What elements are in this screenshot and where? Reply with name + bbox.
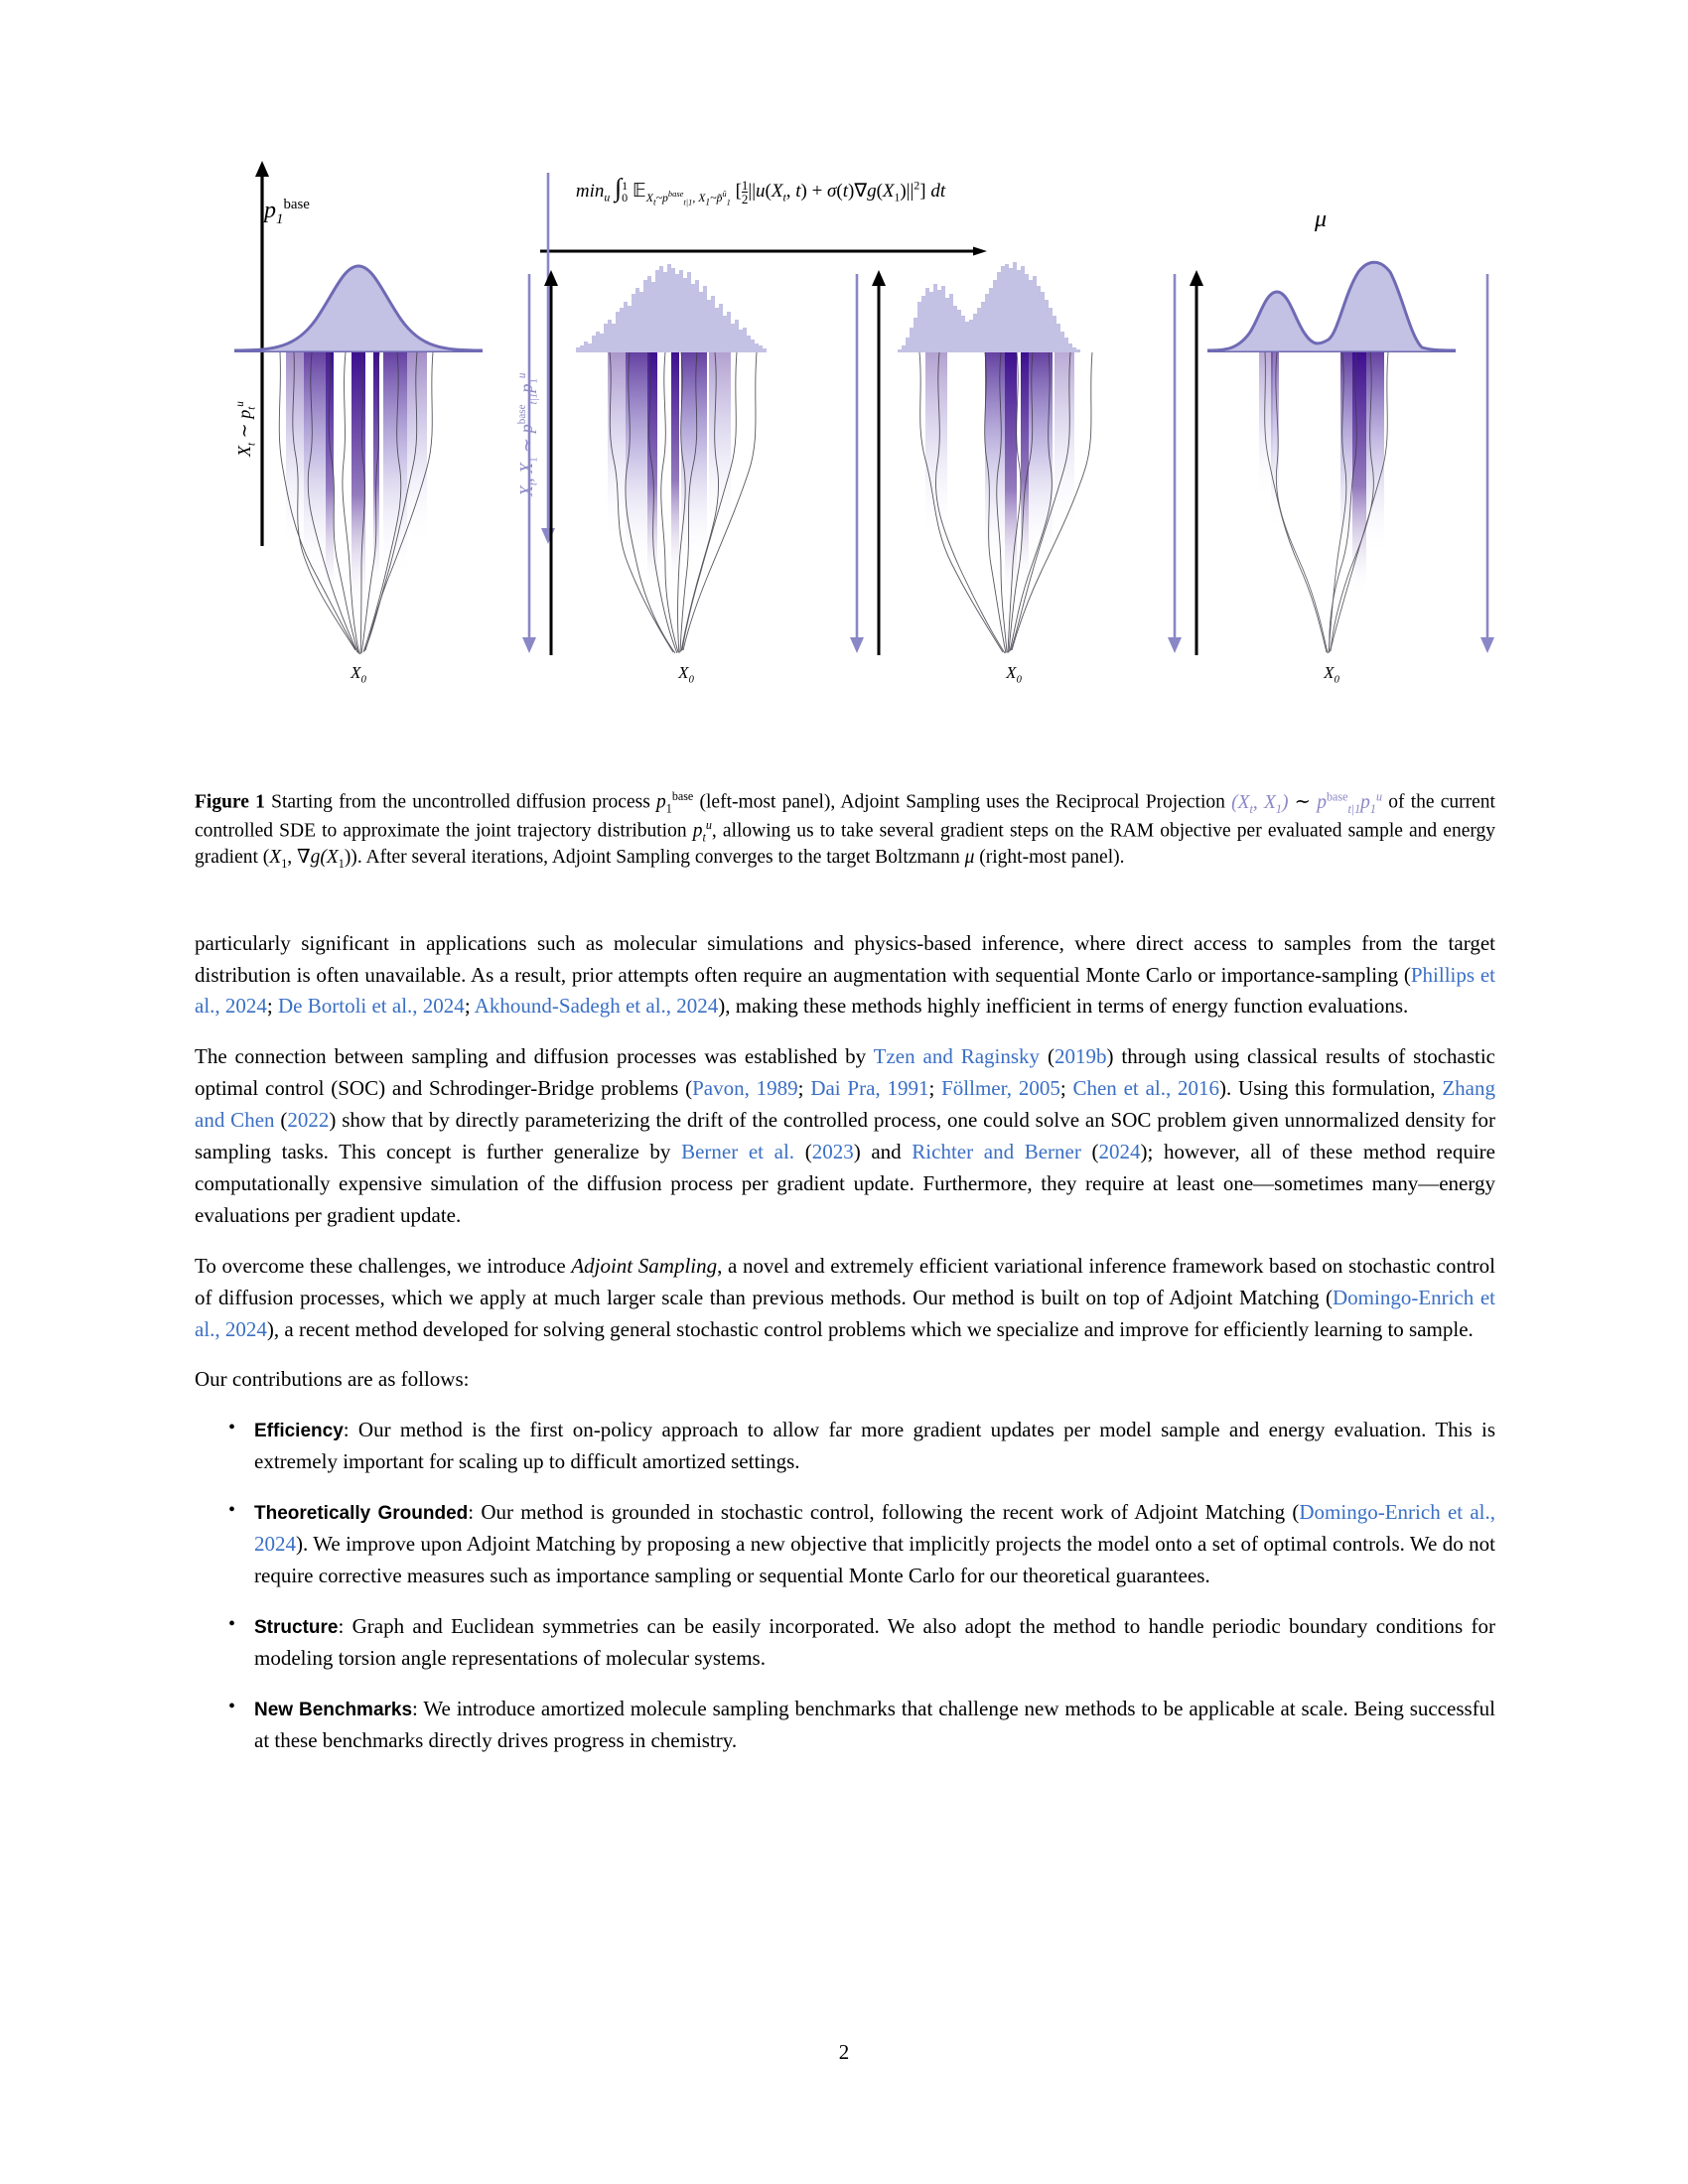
- caption-label: Figure 1: [195, 791, 265, 813]
- para2-text-3: ). Using this formulation,: [1219, 1076, 1443, 1101]
- panel-2-x-label: $X_0$: [678, 663, 694, 686]
- panel-up-arrow-2-icon: [544, 268, 558, 655]
- panel-2-iter1: [562, 258, 810, 686]
- axis-joint-label: $X_t$, $X_1$ ∼ $p^{base}_{t|1}p_1^u$: [516, 372, 540, 496]
- contribution-text: : Our method is the first on-policy approach to allow far more gradient updates per model sample and energy evaluation. This is extremely important for scaling up to difficult amortized settings.: [254, 1418, 1495, 1474]
- list-item: [195, 1611, 1495, 1675]
- para2-text-5: ); however, all of these method require computationally expensive simulation of the diffusion process per gradient update. Furthermore, they require at least one—sometimes many—energy evaluations per gradient update.: [195, 1140, 1495, 1227]
- term-adjoint-sampling: Adjoint Sampling: [571, 1253, 718, 1278]
- figure-caption: Figure 1 Starting from the uncontrolled diffusion process $p_1^{base}$ (left-most panel), Adjoint Sampling uses the Reciprocal Projection ($X_t$, $X_1$) ∼ $p^{base}_{t|1}p_1^u$ of the current controlled SDE to approximate the joint trajectory distribution $p_t^u$, allowing us to take several gradient steps on the RAM objective per evaluated sample and energy gradient ($X_1$, $\nabla g(X_1)$). After several iterations, Adjoint Sampling converges to the target Boltzmann μ (right-most panel).: [195, 789, 1495, 872]
- citation-de-bortoli[interactable]: De Bortoli et al., 2024: [278, 994, 465, 1019]
- contribution-text: : We introduce amortized molecule sampling benchmarks that challenge new methods to be applicable at scale. Being successful at these benchmarks directly drives progress in chemistry.: [254, 1696, 1496, 1752]
- panel-3-trajectories: [890, 352, 1138, 660]
- panel-divider-arrow-3-icon: [850, 268, 864, 655]
- para2-sep-8: (: [1080, 1140, 1099, 1164]
- contribution-label: Theoretically Grounded: [254, 1503, 469, 1525]
- contribution-text-2: ). We improve upon Adjoint Matching by proposing a new objective that implicitly projects the model onto a set of optimal controls. We do not require corrective measures such as importance sampling or sequential Monte Carlo for our theoretical guarantees.: [254, 1532, 1495, 1588]
- list-item: [195, 1415, 1495, 1478]
- panel-3-x-label: $X_0$: [1006, 663, 1022, 686]
- panel-divider-arrow-5-icon: [1480, 268, 1494, 655]
- panel-2-histogram: [562, 258, 810, 352]
- panel-3-histogram: [890, 258, 1138, 352]
- para2-sep-5: (: [274, 1108, 288, 1133]
- panel-4-target: [1207, 258, 1456, 686]
- paragraph-1: [195, 928, 1495, 1024]
- panel-up-arrow-3-icon: [872, 268, 886, 655]
- caption-part-6: (right-most panel).: [974, 847, 1125, 869]
- para3-text-2: , a novel and extremely efficient variational inference framework based on stochastic control of diffusion processes, which we apply at much larger scale than previous methods. Our method is built on top of Adjoint Matching (: [195, 1253, 1495, 1309]
- label-mu: μ: [1315, 206, 1328, 232]
- para1-text-1: particularly significant in applications such as molecular simulations and physics-based inference, where direct access to samples from the target distribution is often unavailable. As a result, prior attempts often require an augmentation with sequential Monte Carlo or importance-sampling (: [195, 930, 1495, 987]
- citation-chen[interactable]: Chen et al., 2016: [1072, 1076, 1220, 1101]
- caption-part-7: . After several iterations, Adjoint Sampling converges to the target Boltzmann: [356, 847, 965, 869]
- citation-2022[interactable]: 2022: [287, 1108, 330, 1133]
- citation-follmer[interactable]: Föllmer, 2005: [941, 1076, 1060, 1101]
- figure-panels: [195, 258, 1495, 695]
- para1-sep-1: ;: [266, 994, 278, 1019]
- para2-sep-7: ) and: [853, 1140, 913, 1164]
- citation-berner[interactable]: Berner et al.: [681, 1140, 795, 1164]
- citation-richter-berner[interactable]: Richter and Berner: [912, 1140, 1081, 1164]
- caption-part-2: (left-most panel), Adjoint Sampling uses the Reciprocal Projection: [693, 791, 1232, 813]
- para2-sep-2: ;: [797, 1076, 811, 1101]
- para1-text-2: ), making these methods highly inefficient in terms of energy function evaluations.: [718, 994, 1409, 1019]
- panel-1-density: [234, 258, 483, 352]
- para3-text-3: ), a recent method developed for solving general stochastic control problems which we specialize and improve for efficiently learning to sample.: [266, 1316, 1474, 1341]
- caption-part-3: of the current controlled SDE to approximate the joint trajectory distribution: [195, 791, 1495, 842]
- para2-sep-3: ;: [928, 1076, 942, 1101]
- caption-part-1: Starting from the uncontrolled diffusion process: [271, 791, 657, 813]
- list-item: [195, 1497, 1495, 1592]
- panel-1-base: [234, 258, 483, 686]
- axis-left-label: $X_t$ ∼ $p_t^u$: [234, 401, 258, 457]
- para2-text-2: ) through using classical results of stochastic optimal control (SOC) and Schrodinger-Bridge problems (: [195, 1044, 1495, 1101]
- citation-tzen-raginsky[interactable]: Tzen and Raginsky: [873, 1044, 1041, 1069]
- citation-2024-richter[interactable]: 2024: [1098, 1140, 1141, 1164]
- panel-3-iter2: [890, 258, 1138, 686]
- contribution-label: Efficiency: [254, 1421, 344, 1442]
- objective-formula: $\min_u$ ∫ 1 0 𝔼$_{X_t\sim p^{base}_{t|1}, X_1\sim p̃^{ū}_1}$ [ $\frac{1}{2}$ $||u(X_t$, $t) + \sigma(t)\nabla g(X_1)||^2$] dt: [575, 172, 946, 207]
- citation-akhound-sadegh[interactable]: Akhound-Sadegh et al., 2024: [474, 994, 719, 1019]
- citation-2023[interactable]: 2023: [811, 1140, 854, 1164]
- citation-dai-pra[interactable]: Dai Pra, 1991: [810, 1076, 929, 1101]
- paragraph-2: [195, 1041, 1495, 1231]
- para2-text-1: The connection between sampling and diffusion processes was established by: [195, 1044, 874, 1069]
- contributions-list: [195, 1415, 1495, 1756]
- citation-2019b[interactable]: 2019b: [1054, 1044, 1107, 1069]
- para2-sep-4: ;: [1059, 1076, 1073, 1101]
- citation-domingo-enrich[interactable]: Domingo-Enrich et al., 2024: [195, 1285, 1495, 1341]
- contribution-label: New Benchmarks: [254, 1699, 413, 1720]
- panel-divider-arrow-2-icon: [522, 268, 536, 655]
- para2-sep-6: (: [794, 1140, 812, 1164]
- figure-1: [195, 149, 1495, 784]
- paragraph-4: Our contributions are as follows:: [195, 1367, 470, 1392]
- panel-4-trajectories: [1207, 352, 1456, 660]
- progress-arrow-icon: [540, 245, 987, 257]
- para1-sep-2: ;: [464, 994, 475, 1019]
- caption-part-4: , allowing us to take several gradient steps on the RAM objective per evaluated sample and energy gradient (: [195, 820, 1495, 869]
- panel-1-trajectories: [234, 352, 483, 660]
- caption-part-5: , ∇: [287, 847, 311, 869]
- contribution-text: : Our method is grounded in stochastic control, following the recent work of Adjoint Matching (: [468, 1500, 1300, 1525]
- citation-zhang-chen[interactable]: Zhang and Chen: [195, 1076, 1496, 1133]
- page-content: [195, 0, 1495, 1776]
- label-p1-base: $p_1^{base}$: [264, 197, 310, 227]
- panel-4-x-label: $X_0$: [1324, 663, 1339, 686]
- citation-phillips[interactable]: Phillips et al., 2024: [195, 962, 1495, 1019]
- body-text: [195, 928, 1495, 1757]
- page-number: 2: [838, 2040, 850, 2064]
- para2-sep-1: (: [1040, 1044, 1055, 1069]
- para3-text-1: To overcome these challenges, we introduce: [195, 1253, 572, 1278]
- contribution-text: : Graph and Euclidean symmetries can be easily incorporated. We also adopt the method to handle periodic boundary conditions for modeling torsion angle representations of molecular systems.: [254, 1613, 1495, 1670]
- contribution-label: Structure: [254, 1616, 339, 1638]
- citation-domingo-enrich-2[interactable]: Domingo-Enrich et al., 2024: [254, 1500, 1495, 1557]
- panel-4-density: [1207, 258, 1456, 352]
- para2-text-4: ) show that by directly parameterizing the drift of the controlled process, one could solve an SOC problem given unnormalized density for sampling tasks. This concept is further generalize by: [195, 1108, 1495, 1164]
- panel-divider-arrow-4-icon: [1168, 268, 1182, 655]
- panel-1-x-label: $X_0$: [351, 663, 366, 686]
- citation-pavon[interactable]: Pavon, 1989: [692, 1076, 798, 1101]
- panel-up-arrow-4-icon: [1190, 268, 1203, 655]
- panel-2-trajectories: [562, 352, 810, 660]
- paragraph-3: [195, 1251, 1495, 1346]
- list-item: [195, 1694, 1495, 1757]
